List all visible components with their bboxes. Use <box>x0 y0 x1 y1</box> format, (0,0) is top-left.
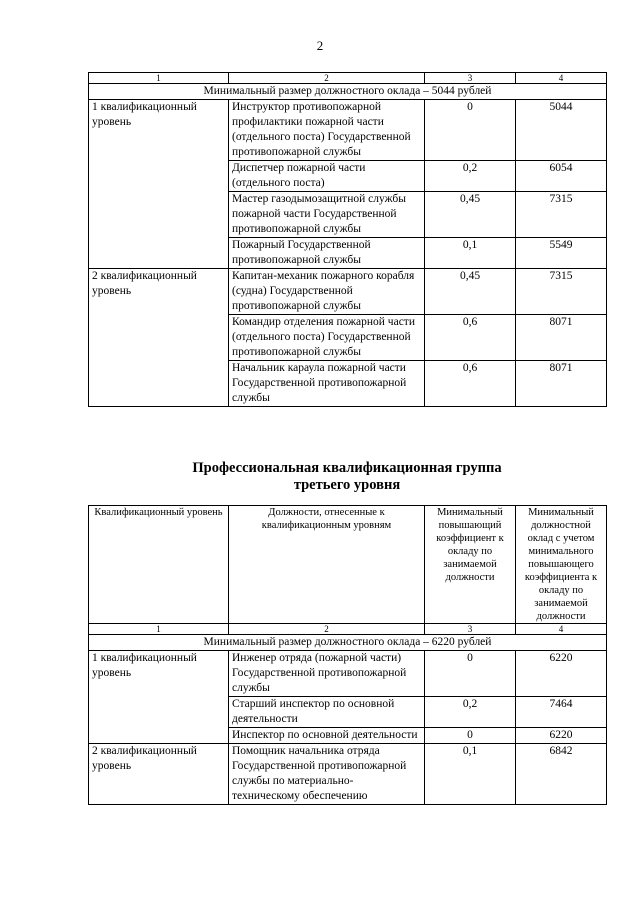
header-coefficient: Минимальный повышающий коэффициент к окладу по занимаемой должности <box>425 506 516 624</box>
salary-cell: 7464 <box>516 697 607 728</box>
table-row <box>89 744 607 805</box>
position-cell: Начальник караула пожарной части Государственной противопожарной службы <box>229 361 425 407</box>
min-salary-text: Минимальный размер должностного оклада – 5044 рублей <box>89 84 607 100</box>
section-title-line: Профессиональная квалификационная группа <box>192 460 502 476</box>
coef-cell: 0 <box>425 100 516 161</box>
column-number: 1 <box>89 624 229 635</box>
page-number: 2 <box>316 38 324 53</box>
table-row <box>89 100 607 161</box>
level-label: 1 квалификационный уровень <box>89 651 229 744</box>
table-third-level-group <box>88 505 607 805</box>
salary-cell: 8071 <box>516 315 607 361</box>
column-number: 4 <box>516 624 607 635</box>
level-label: 1 квалификационный уровень <box>89 100 229 269</box>
level-label: 2 квалификационный уровень <box>89 269 229 407</box>
section-title-line: третьего уровня <box>293 477 401 493</box>
coef-cell: 0,2 <box>425 161 516 192</box>
header-level: Квалификационный уровень <box>89 506 229 624</box>
position-cell: Пожарный Государственной противопожарной службы <box>229 238 425 269</box>
min-salary-text: Минимальный размер должностного оклада – 6220 рублей <box>89 635 607 651</box>
header-row <box>89 506 607 624</box>
salary-cell: 6054 <box>516 161 607 192</box>
coef-cell: 0,6 <box>425 315 516 361</box>
column-number-row <box>89 624 607 635</box>
header-salary: Минимальный должностной оклад с учетом минимального повышающего коэффициента к окладу по занимаемой должности <box>516 506 607 624</box>
position-cell: Инструктор противопожарной профилактики пожарной части (отдельного поста) Государственной противопожарной службы <box>229 100 425 161</box>
position-cell: Помощник начальника отряда Государственной противопожарной службы по материально-техническому обеспечению <box>229 744 425 805</box>
column-number: 3 <box>425 624 516 635</box>
salary-cell: 6220 <box>516 728 607 744</box>
salary-cell: 6220 <box>516 651 607 697</box>
coef-cell: 0,45 <box>425 269 516 315</box>
coef-cell: 0,1 <box>425 238 516 269</box>
column-number: 2 <box>229 73 425 84</box>
salary-cell: 5044 <box>516 100 607 161</box>
table-row <box>89 651 607 697</box>
column-number: 4 <box>516 73 607 84</box>
table-row <box>89 269 607 315</box>
position-cell: Командир отделения пожарной части (отдельного поста) Государственной противопожарной службы <box>229 315 425 361</box>
level-label: 2 квалификационный уровень <box>89 744 229 805</box>
salary-cell: 6842 <box>516 744 607 805</box>
min-salary-row <box>89 84 607 100</box>
salary-cell: 7315 <box>516 269 607 315</box>
section-title <box>88 460 606 494</box>
coef-cell: 0,45 <box>425 192 516 238</box>
coef-cell: 0 <box>425 728 516 744</box>
coef-cell: 0,6 <box>425 361 516 407</box>
position-cell: Старший инспектор по основной деятельности <box>229 697 425 728</box>
position-cell: Инспектор по основной деятельности <box>229 728 425 744</box>
position-cell: Капитан-механик пожарного корабля (судна) Государственной противопожарной службы <box>229 269 425 315</box>
column-number: 2 <box>229 624 425 635</box>
position-cell: Диспетчер пожарной части (отдельного поста) <box>229 161 425 192</box>
position-cell: Мастер газодымозащитной службы пожарной части Государственной противопожарной службы <box>229 192 425 238</box>
salary-cell: 7315 <box>516 192 607 238</box>
column-number: 1 <box>89 73 229 84</box>
table-first-group <box>88 72 607 407</box>
coef-cell: 0,2 <box>425 697 516 728</box>
coef-cell: 0,1 <box>425 744 516 805</box>
min-salary-row <box>89 635 607 651</box>
column-number-row <box>89 73 607 84</box>
coef-cell: 0 <box>425 651 516 697</box>
salary-cell: 8071 <box>516 361 607 407</box>
header-positions: Должности, отнесенные к квалификационным уровням <box>229 506 425 624</box>
salary-cell: 5549 <box>516 238 607 269</box>
position-cell: Инженер отряда (пожарной части) Государственной противопожарной службы <box>229 651 425 697</box>
column-number: 3 <box>425 73 516 84</box>
